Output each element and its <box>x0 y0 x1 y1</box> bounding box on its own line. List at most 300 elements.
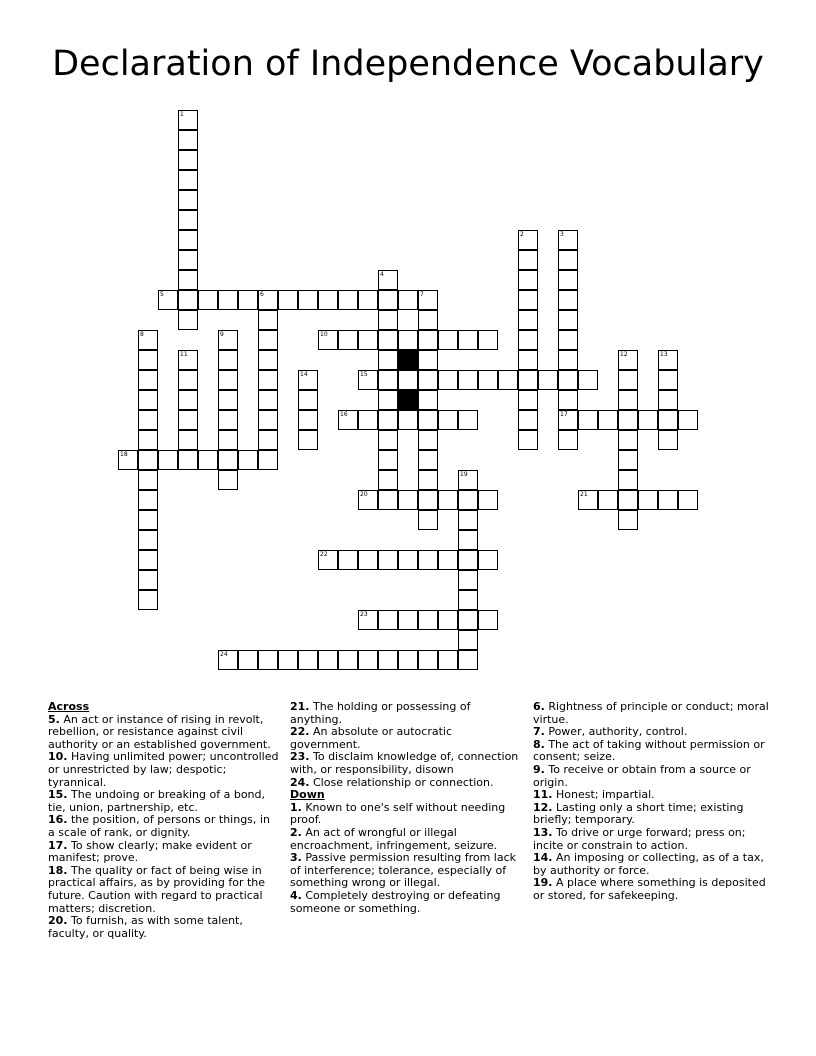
clue-number-label: 9 <box>220 331 224 338</box>
grid-cell[interactable] <box>398 290 418 310</box>
grid-cell[interactable] <box>298 430 318 450</box>
grid-cell[interactable] <box>178 390 198 410</box>
grid-cell[interactable] <box>218 370 238 390</box>
grid-cell[interactable] <box>518 330 538 350</box>
grid-cell[interactable] <box>438 610 458 630</box>
down-clue-19 <box>533 877 769 902</box>
grid-cell[interactable] <box>198 450 218 470</box>
grid-cell[interactable] <box>458 470 478 490</box>
clue-text: Power, authority, control. <box>544 725 688 739</box>
grid-cell[interactable] <box>438 550 458 570</box>
grid-cell[interactable] <box>138 330 158 350</box>
grid-cell[interactable] <box>578 490 598 510</box>
grid-cell[interactable] <box>618 390 638 410</box>
grid-cell[interactable] <box>518 230 538 250</box>
grid-cell[interactable] <box>658 390 678 410</box>
grid-cell[interactable] <box>418 410 438 430</box>
grid-cell[interactable] <box>518 350 538 370</box>
clue-number: 5. <box>48 712 60 726</box>
grid-cell[interactable] <box>258 430 278 450</box>
clue-number: 13. <box>533 825 553 839</box>
grid-cell[interactable] <box>258 350 278 370</box>
clue-text: Having unlimited power; uncontrolled or unrestricted by law; despotic; tyrannical. <box>48 750 279 789</box>
clue-number: 14. <box>533 851 553 865</box>
grid-cell[interactable] <box>218 330 238 350</box>
across-list-cont <box>290 701 524 789</box>
grid-cell[interactable] <box>138 510 158 530</box>
grid-cell[interactable] <box>178 230 198 250</box>
clue-number: 1. <box>290 800 302 814</box>
grid-cell[interactable] <box>178 210 198 230</box>
grid-cell[interactable] <box>138 410 158 430</box>
grid-cell[interactable] <box>178 310 198 330</box>
clue-text: Rightness of principle or conduct; moral virtue. <box>533 700 769 726</box>
grid-cell[interactable] <box>178 190 198 210</box>
clue-number: 2. <box>290 825 302 839</box>
down-clue-9 <box>533 764 769 789</box>
grid-cell[interactable] <box>178 250 198 270</box>
grid-cell[interactable] <box>158 290 178 310</box>
clue-number-label: 13 <box>660 351 668 358</box>
grid-cell[interactable] <box>178 110 198 130</box>
grid-cell[interactable] <box>638 490 658 510</box>
grid-cell[interactable] <box>478 610 498 630</box>
grid-cell[interactable] <box>138 470 158 490</box>
clue-text: To drive or urge forward; press on; incite or constrain to action. <box>533 825 746 852</box>
grid-cell[interactable] <box>558 230 578 250</box>
grid-cell[interactable] <box>178 430 198 450</box>
grid-cell[interactable] <box>178 130 198 150</box>
clue-text: The undoing or breaking of a bond, tie, union, partnership, etc. <box>48 788 266 814</box>
grid-cell[interactable] <box>418 430 438 450</box>
across-clue-5 <box>48 714 280 752</box>
clue-number-label: 11 <box>180 351 188 358</box>
down-clue-2 <box>290 827 524 852</box>
grid-cell[interactable] <box>298 370 318 390</box>
grid-cell[interactable] <box>438 370 458 390</box>
down-clue-14 <box>533 852 769 877</box>
down-header: Down <box>290 788 325 802</box>
grid-cell[interactable] <box>678 490 698 510</box>
clue-number: 23. <box>290 750 310 764</box>
grid-cell[interactable] <box>618 410 638 430</box>
clue-text: A place where something is deposited or stored, for safekeeping. <box>533 876 766 902</box>
clue-number: 19. <box>533 876 553 890</box>
grid-cell[interactable] <box>358 550 378 570</box>
grid-cell[interactable] <box>138 590 158 610</box>
grid-cell[interactable] <box>298 390 318 410</box>
grid-cell[interactable] <box>658 410 678 430</box>
grid-cell[interactable] <box>238 290 258 310</box>
down-clue-4 <box>290 890 524 915</box>
grid-cell[interactable] <box>618 510 638 530</box>
grid-cell[interactable] <box>198 290 218 310</box>
grid-cell[interactable] <box>418 390 438 410</box>
grid-cell[interactable] <box>658 350 678 370</box>
clue-number-label: 15 <box>360 371 368 378</box>
clue-text: An absolute or autocratic government. <box>290 725 453 751</box>
grid-cell[interactable] <box>238 650 258 670</box>
clue-number: 3. <box>290 851 302 865</box>
grid-cell[interactable] <box>618 430 638 450</box>
grid-cell[interactable] <box>398 650 418 670</box>
grid-cell[interactable] <box>458 370 478 390</box>
clue-text: The quality or fact of being wise in practical affairs, as by providing for the future. Caution with regard to practical matters; discretion. <box>48 863 266 915</box>
grid-cell[interactable] <box>178 170 198 190</box>
grid-cell[interactable] <box>418 490 438 510</box>
clue-number-label: 4 <box>380 271 384 278</box>
grid-cell[interactable] <box>478 370 498 390</box>
grid-cell[interactable] <box>458 330 478 350</box>
grid-cell[interactable] <box>578 370 598 390</box>
grid-cell[interactable] <box>558 350 578 370</box>
grid-cell[interactable] <box>418 610 438 630</box>
grid-cell[interactable] <box>458 510 478 530</box>
grid-cell[interactable] <box>478 550 498 570</box>
clue-text: An act of wrongful or illegal encroachment, infringement, seizure. <box>290 825 498 852</box>
clue-number-label: 23 <box>360 611 368 618</box>
grid-cell[interactable] <box>378 330 398 350</box>
grid-cell[interactable] <box>518 430 538 450</box>
clue-number: 20. <box>48 914 68 928</box>
black-cell <box>398 350 418 370</box>
clue-number: 21. <box>290 700 310 713</box>
grid-cell[interactable] <box>138 530 158 550</box>
grid-cell[interactable] <box>378 650 398 670</box>
grid-cell[interactable] <box>378 550 398 570</box>
grid-cell[interactable] <box>178 150 198 170</box>
grid-cell[interactable] <box>138 390 158 410</box>
across-clue-23 <box>290 751 524 776</box>
clue-text: Close relationship or connection. <box>309 775 494 789</box>
grid-cell[interactable] <box>418 450 438 470</box>
across-clue-24 <box>290 777 524 790</box>
grid-cell[interactable] <box>558 410 578 430</box>
grid-cell[interactable] <box>278 290 298 310</box>
grid-cell[interactable] <box>398 370 418 390</box>
clue-text: Known to one's self without needing proof. <box>290 800 506 827</box>
clue-number: 4. <box>290 888 302 902</box>
clue-number-label: 7 <box>420 291 424 298</box>
grid-cell[interactable] <box>258 410 278 430</box>
grid-cell[interactable] <box>618 370 638 390</box>
clue-number: 18. <box>48 863 68 877</box>
grid-cell[interactable] <box>298 650 318 670</box>
grid-cell[interactable] <box>498 370 518 390</box>
clue-number-label: 2 <box>520 231 524 238</box>
grid-cell[interactable] <box>378 370 398 390</box>
grid-cell[interactable] <box>238 450 258 470</box>
across-clue-22 <box>290 726 524 751</box>
grid-cell[interactable] <box>558 310 578 330</box>
clues-column-2 <box>290 701 524 915</box>
grid-cell[interactable] <box>398 550 418 570</box>
grid-cell[interactable] <box>358 650 378 670</box>
clue-text: Lasting only a short time; existing briefly; temporary. <box>533 800 744 827</box>
grid-cell[interactable] <box>358 370 378 390</box>
clue-text: The act of taking without permission or consent; seize. <box>533 737 765 764</box>
grid-cell[interactable] <box>558 430 578 450</box>
grid-cell[interactable] <box>218 290 238 310</box>
clue-text: Honest; impartial. <box>552 788 655 802</box>
clue-number-label: 18 <box>120 451 128 458</box>
grid-cell[interactable] <box>138 490 158 510</box>
grid-cell[interactable] <box>338 550 358 570</box>
grid-cell[interactable] <box>438 490 458 510</box>
grid-cell[interactable] <box>318 330 338 350</box>
clue-number: 9. <box>533 762 545 776</box>
grid-cell[interactable] <box>258 650 278 670</box>
grid-cell[interactable] <box>358 610 378 630</box>
clue-text: The holding or possessing of anything. <box>290 700 471 726</box>
grid-cell[interactable] <box>518 270 538 290</box>
grid-cell[interactable] <box>298 410 318 430</box>
clue-number: 15. <box>48 788 68 802</box>
grid-cell[interactable] <box>258 370 278 390</box>
grid-cell[interactable] <box>178 450 198 470</box>
grid-cell[interactable] <box>378 270 398 290</box>
grid-cell[interactable] <box>418 650 438 670</box>
across-clue-17 <box>48 840 280 865</box>
grid-cell[interactable] <box>378 430 398 450</box>
grid-cell[interactable] <box>458 550 478 570</box>
grid-cell[interactable] <box>278 650 298 670</box>
clue-number-label: 19 <box>460 471 468 478</box>
clue-number-label: 1 <box>180 111 184 118</box>
clue-text: To furnish, as with some talent, faculty, or quality. <box>48 914 243 940</box>
clues-column-1 <box>48 701 280 940</box>
grid-cell[interactable] <box>218 650 238 670</box>
grid-cell[interactable] <box>558 330 578 350</box>
grid-cell[interactable] <box>558 370 578 390</box>
grid-cell[interactable] <box>518 390 538 410</box>
grid-cell[interactable] <box>178 270 198 290</box>
grid-cell[interactable] <box>258 390 278 410</box>
clue-number: 16. <box>48 813 68 827</box>
grid-cell[interactable] <box>378 490 398 510</box>
black-cell <box>398 390 418 410</box>
clue-text: An imposing or collecting, as of a tax, by authority or force. <box>533 851 764 877</box>
clue-number-label: 22 <box>320 551 328 558</box>
grid-cell[interactable] <box>218 430 238 450</box>
grid-cell[interactable] <box>518 370 538 390</box>
down-clue-8 <box>533 739 769 764</box>
grid-cell[interactable] <box>178 370 198 390</box>
grid-cell[interactable] <box>138 570 158 590</box>
grid-cell[interactable] <box>658 430 678 450</box>
grid-cell[interactable] <box>478 330 498 350</box>
grid-cell[interactable] <box>218 390 238 410</box>
grid-cell[interactable] <box>398 330 418 350</box>
clue-number-label: 8 <box>140 331 144 338</box>
grid-cell[interactable] <box>358 290 378 310</box>
grid-cell[interactable] <box>418 350 438 370</box>
clue-text: To disclaim knowledge of, connection with, or responsibility, disown <box>290 750 519 776</box>
grid-cell[interactable] <box>378 350 398 370</box>
grid-cell[interactable] <box>338 410 358 430</box>
down-clue-12 <box>533 802 769 827</box>
grid-cell[interactable] <box>678 410 698 430</box>
clue-number-label: 12 <box>620 351 628 358</box>
clue-text: the position, of persons or things, in a scale of rank, or dignity. <box>48 813 270 839</box>
clue-number-label: 3 <box>560 231 564 238</box>
grid-cell[interactable] <box>378 610 398 630</box>
grid-cell[interactable] <box>418 510 438 530</box>
grid-cell[interactable] <box>478 490 498 510</box>
grid-cell[interactable] <box>618 470 638 490</box>
across-clue-20 <box>48 915 280 940</box>
grid-cell[interactable] <box>158 450 178 470</box>
grid-cell[interactable] <box>378 310 398 330</box>
grid-cell[interactable] <box>338 650 358 670</box>
grid-cell[interactable] <box>418 370 438 390</box>
grid-cell[interactable] <box>418 550 438 570</box>
grid-cell[interactable] <box>398 410 418 430</box>
clue-number: 6. <box>533 700 545 713</box>
grid-cell[interactable] <box>518 250 538 270</box>
clue-number-label: 10 <box>320 331 328 338</box>
clue-number-label: 21 <box>580 491 588 498</box>
clue-number: 7. <box>533 725 545 739</box>
grid-cell[interactable] <box>418 330 438 350</box>
grid-cell[interactable] <box>138 430 158 450</box>
clue-number-label: 24 <box>220 651 228 658</box>
clue-text: Passive permission resulting from lack of interference; tolerance, especially of something wrong or illegal. <box>290 851 517 890</box>
grid-cell[interactable] <box>378 470 398 490</box>
clue-text: To show clearly; make evident or manifest; prove. <box>48 838 252 865</box>
grid-cell[interactable] <box>118 450 138 470</box>
grid-cell[interactable] <box>458 570 478 590</box>
down-clue-13 <box>533 827 769 852</box>
grid-cell[interactable] <box>558 290 578 310</box>
grid-cell[interactable] <box>318 290 338 310</box>
grid-cell[interactable] <box>358 330 378 350</box>
grid-cell[interactable] <box>338 290 358 310</box>
clue-number: 8. <box>533 737 545 751</box>
grid-cell[interactable] <box>618 450 638 470</box>
grid-cell[interactable] <box>258 450 278 470</box>
clue-number-label: 16 <box>340 411 348 418</box>
grid-cell[interactable] <box>138 350 158 370</box>
grid-cell[interactable] <box>218 350 238 370</box>
across-clue-21 <box>290 701 524 726</box>
clues-column-3 <box>533 701 769 903</box>
down-list-cont <box>533 701 769 903</box>
across-clue-10 <box>48 751 280 789</box>
grid-cell[interactable] <box>458 410 478 430</box>
grid-cell[interactable] <box>378 450 398 470</box>
clue-number: 11. <box>533 788 553 802</box>
grid-cell[interactable] <box>438 330 458 350</box>
grid-cell[interactable] <box>418 310 438 330</box>
grid-cell[interactable] <box>558 270 578 290</box>
grid-cell[interactable] <box>138 450 158 470</box>
grid-cell[interactable] <box>458 630 478 650</box>
grid-cell[interactable] <box>458 590 478 610</box>
grid-cell[interactable] <box>578 410 598 430</box>
grid-cell[interactable] <box>398 610 418 630</box>
clue-number-label: 5 <box>160 291 164 298</box>
grid-cell[interactable] <box>458 490 478 510</box>
grid-cell[interactable] <box>138 550 158 570</box>
grid-cell[interactable] <box>418 470 438 490</box>
across-clue-15 <box>48 789 280 814</box>
page-title: Declaration of Independence Vocabulary <box>52 44 764 84</box>
grid-cell[interactable] <box>218 450 238 470</box>
grid-cell[interactable] <box>518 290 538 310</box>
grid-cell[interactable] <box>138 370 158 390</box>
across-list <box>48 714 280 941</box>
grid-cell[interactable] <box>258 330 278 350</box>
grid-cell[interactable] <box>438 410 458 430</box>
clue-number: 22. <box>290 725 310 739</box>
grid-cell[interactable] <box>438 650 458 670</box>
grid-cell[interactable] <box>598 490 618 510</box>
across-clue-16 <box>48 814 280 839</box>
grid-cell[interactable] <box>518 310 538 330</box>
grid-cell[interactable] <box>378 290 398 310</box>
clue-number-label: 14 <box>300 371 308 378</box>
grid-cell[interactable] <box>178 290 198 310</box>
grid-cell[interactable] <box>618 350 638 370</box>
clue-number: 12. <box>533 800 553 814</box>
down-clue-1 <box>290 802 524 827</box>
grid-cell[interactable] <box>458 650 478 670</box>
grid-cell[interactable] <box>558 390 578 410</box>
grid-cell[interactable] <box>458 530 478 550</box>
grid-cell[interactable] <box>318 650 338 670</box>
clue-text: To receive or obtain from a source or origin. <box>533 762 751 789</box>
across-clue-18 <box>48 865 280 915</box>
clue-number-label: 17 <box>560 411 568 418</box>
grid-cell[interactable] <box>178 410 198 430</box>
grid-cell[interactable] <box>558 250 578 270</box>
grid-cell[interactable] <box>598 410 618 430</box>
grid-cell[interactable] <box>658 490 678 510</box>
grid-cell[interactable] <box>538 370 558 390</box>
grid-cell[interactable] <box>258 310 278 330</box>
down-clue-3 <box>290 852 524 890</box>
grid-cell[interactable] <box>518 410 538 430</box>
grid-cell[interactable] <box>358 490 378 510</box>
grid-cell[interactable] <box>398 490 418 510</box>
grid-cell[interactable] <box>378 390 398 410</box>
grid-cell[interactable] <box>358 410 378 430</box>
down-list <box>290 802 524 915</box>
clue-number-label: 6 <box>260 291 264 298</box>
clue-number: 10. <box>48 750 68 764</box>
grid-cell[interactable] <box>378 410 398 430</box>
grid-cell[interactable] <box>258 290 278 310</box>
grid-cell[interactable] <box>218 470 238 490</box>
grid-cell[interactable] <box>418 290 438 310</box>
clue-number: 24. <box>290 775 310 789</box>
grid-cell[interactable] <box>318 550 338 570</box>
grid-cell[interactable] <box>218 410 238 430</box>
grid-cell[interactable] <box>638 410 658 430</box>
clue-text: Completely destroying or defeating someone or something. <box>290 888 501 915</box>
grid-cell[interactable] <box>658 370 678 390</box>
grid-cell[interactable] <box>618 490 638 510</box>
clue-number: 17. <box>48 838 68 852</box>
grid-cell[interactable] <box>458 610 478 630</box>
across-header: Across <box>48 700 90 713</box>
grid-cell[interactable] <box>298 290 318 310</box>
grid-cell[interactable] <box>338 330 358 350</box>
clue-text: An act or instance of rising in revolt, rebellion, or resistance against civil authority or an established government. <box>48 712 271 751</box>
grid-cell[interactable] <box>178 350 198 370</box>
down-clue-6 <box>533 701 769 726</box>
